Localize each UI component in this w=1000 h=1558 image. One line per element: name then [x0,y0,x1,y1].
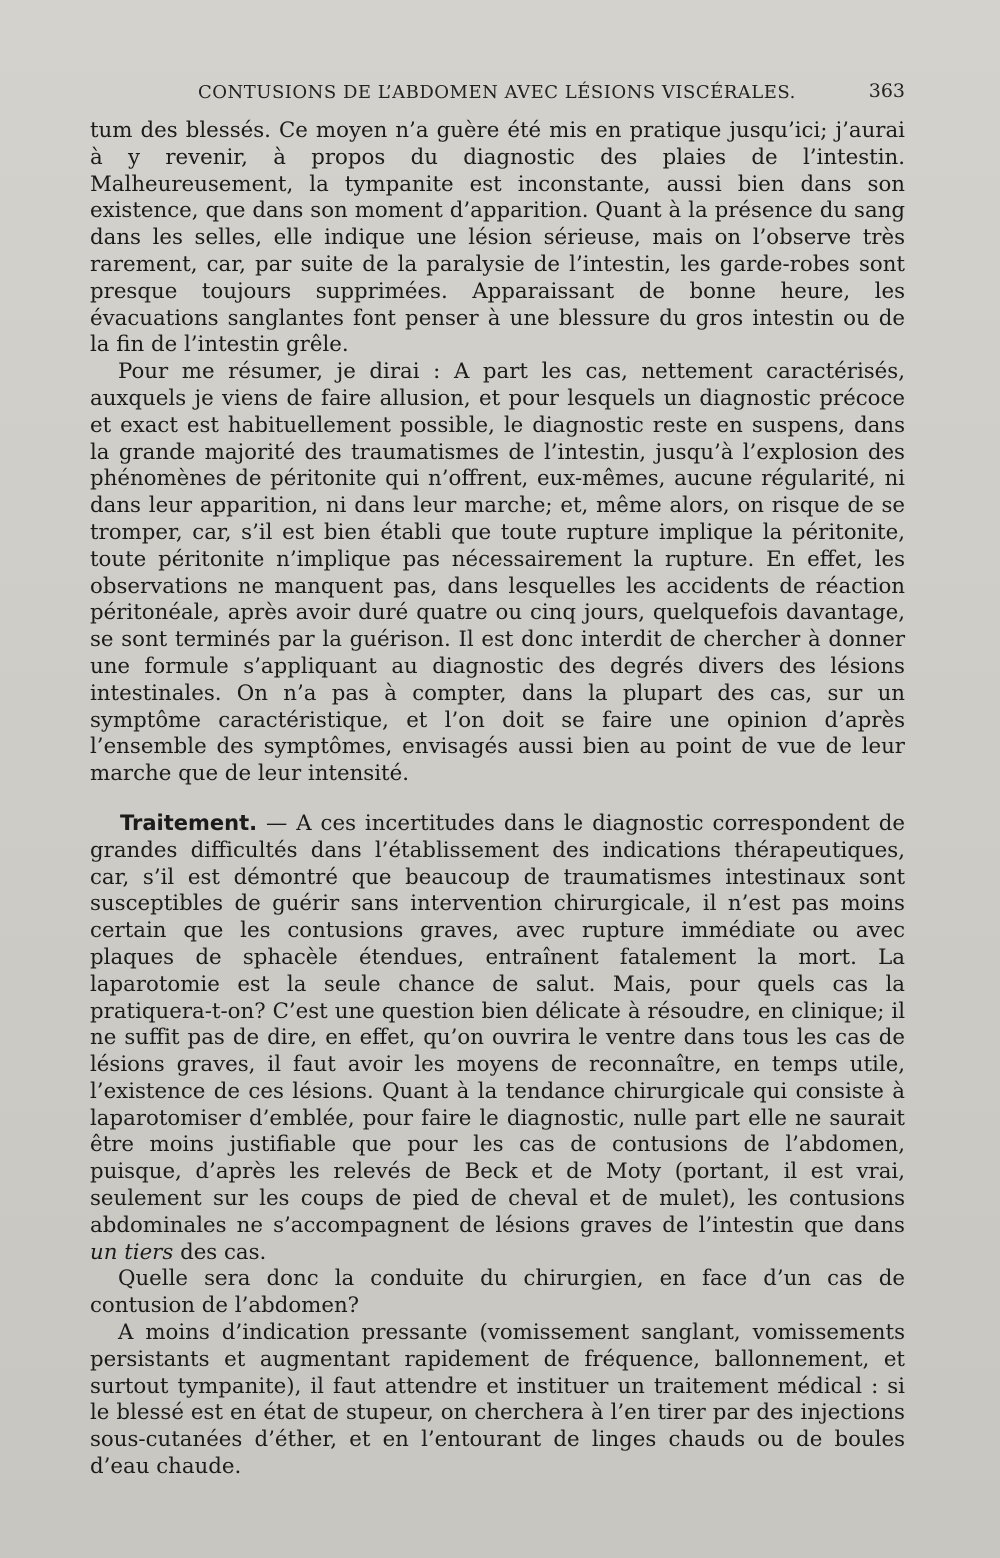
paragraph-resume: Pour me résumer, je dirai : A part les cas, nettement caractérisés, auxquels je viens de faire allusion, et pour lesquels un diagnostic précoce et exact est habituellement possible, le diagnostic reste en suspens, dans la grande majorité des traumatismes de l’intestin, jusqu’à l’explosion des phénomènes de péritonite qui n’offrent, eux-mêmes, aucune régularité, ni dans leur apparition, ni dans leur marche; et, même alors, on risque de se tromper, car, s’il est bien établi que toute rupture implique la péritonite, toute péritonite n’implique pas nécessairement la rupture. En effet, les observations ne manquent pas, dans lesquelles les accidents de réaction péritonéale, après avoir duré quatre ou cinq jours, quelquefois davantage, se sont terminés par la guérison. Il est donc interdit de chercher à donner une formule s’appliquant au diagnostic des degrés divers des lésions intestinales. On n’a pas à compter, dans la plupart des cas, sur un symptôme caractéristique, et l’on doit se faire une opinion d’après l’ensemble des symptômes, envisagés aussi bien au point de vue de leur marche que de leur intensité. [90,359,905,787]
traitement-text-1: — A ces incertitudes dans le diagnostic correspondent de grandes difficultés dans l’établissement des indications thérapeutiques, car, s’il est démontré que beaucoup de traumatismes intestinaux sont susceptibles de guérir sans intervention chirurgicale, il n’est pas moins certain que les contusions graves, avec rupture immédiate ou avec plaques de sphacèle étendues, entraînent fatalement la mort. La laparotomie est la seule chance de salut. Mais, pour quels cas la pratiquera-t-on? C’est une question bien délicate à résoudre, en clinique; il ne suffit pas de dire, en effet, qu’on ouvrira le ventre dans tous les cas de lésions graves, il faut avoir les moyens de reconnaître, en temps utile, l’existence de ces lésions. Quant à la tendance chirurgicale qui consiste à laparotomiser d’emblée, pour faire le diagnostic, nulle part elle ne saurait être moins justifiable que pour les cas de contusions de l’abdomen, puisque, d’après les relevés de Beck et de Moty (portant, il est vrai, seulement sur les coups de pied de cheval et de mulet), les contusions abdominales ne s’accompagnent de lésions graves de l’intestin que dans [90,810,905,1238]
page-number: 363 [868,80,905,102]
section-title-traitement: Traitement. [120,810,258,835]
traitement-text-2: des cas. [173,1239,267,1265]
page-header [90,82,905,112]
paragraph-indication: A moins d’indication pressante (vomissement sanglant, vomissements persistants et augmentant rapidement de fréquence, ballonnement, et surtout tympanite), il faut attendre et instituer un traitement médical : si le blessé est en état de stupeur, on cherchera à l’en tirer par des injections sous-cutanées d’éther, et en l’entourant de linges chauds ou de boules d’eau chaude. [90,1320,905,1480]
traitement-emphasis: un tiers [90,1239,174,1265]
paragraph-continuation: tum des blessés. Ce moyen n’a guère été mis en pratique jusqu’ici; j’aurai à y revenir, à propos du diagnostic des plaies de l’intestin. Malheureusement, la tympanite est inconstante, aussi bien dans son existence, que dans son moment d’apparition. Quant à la présence du sang dans les selles, elle indique une lésion sérieuse, mais on l’observe très rarement, car, par suite de la paralysie de l’intestin, les garde-robes sont presque toujours supprimées. Apparaissant de bonne heure, les évacuations sanglantes font penser à une blessure du gros intestin ou de la fin de l’intestin grêle. [90,118,905,358]
page-body [90,118,905,1481]
paragraph-traitement [90,810,905,1267]
running-head: CONTUSIONS DE L’ABDOMEN AVEC LÉSIONS VISCÉRALES. [198,82,796,103]
paragraph-question: Quelle sera donc la conduite du chirurgien, en face d’un cas de contusion de l’abdomen? [90,1266,905,1319]
